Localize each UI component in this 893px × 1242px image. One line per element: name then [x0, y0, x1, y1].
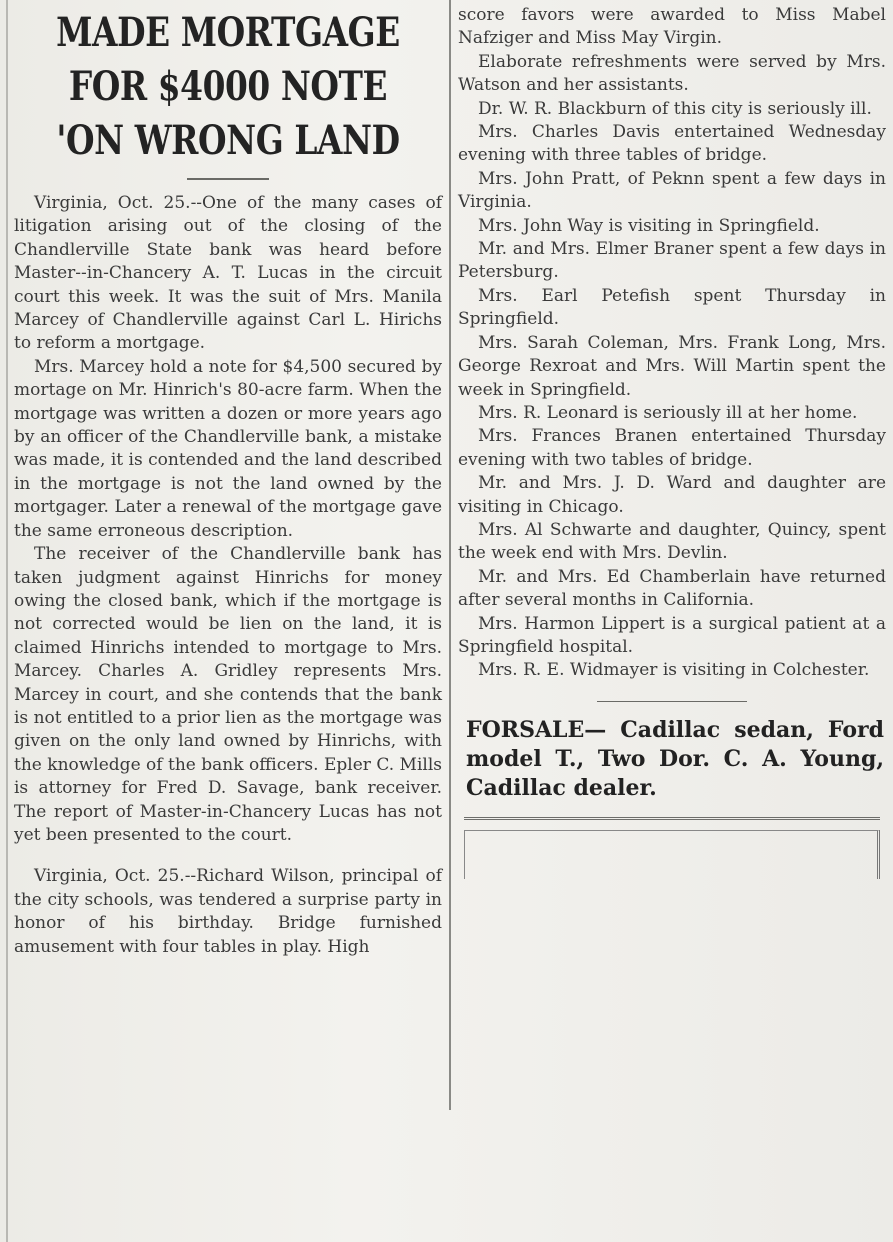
- news-item: Mrs. Earl Petefish spent Thursday in Springfield.: [458, 285, 886, 330]
- news-item: Mrs. Sarah Coleman, Mrs. Frank Long, Mrs. George Rexroat and Mrs. Will Martin spent the week in Springfield.: [458, 332, 886, 400]
- headline-line-2: FOR $4000 NOTE: [68, 63, 388, 110]
- news-item: Mrs. R. E. Widmayer is visiting in Colchester.: [478, 660, 870, 681]
- right-column: [458, 4, 886, 878]
- news-item: Mrs. John Way is visiting in Springfield.: [478, 215, 820, 236]
- classified-ad: FORSALE— Cadillac sedan, Ford model T., Two Dor. C. A. Young, Cadillac dealer.: [466, 717, 884, 802]
- article-gap: [14, 847, 442, 865]
- news-item: Mrs. R. Leonard is seriously ill at her home.: [478, 402, 858, 423]
- news-item: Mrs. John Pratt, of Peknn spent a few days in Virginia.: [458, 168, 886, 213]
- ad-border: [464, 817, 880, 878]
- column-rule: [449, 0, 451, 1110]
- ad-separator: [597, 701, 747, 703]
- news-item: Mrs. Harmon Lippert is a surgical patient at a Springfield hospital.: [458, 613, 886, 657]
- headline-block: [14, 6, 442, 168]
- headline-line-3: 'ON WRONG LAND: [56, 117, 400, 164]
- continued-paragraph: score favors were awarded to Miss Mabel Nafziger and Miss May Virgin.: [458, 5, 886, 49]
- headline-line-1: MADE MORTGAGE: [56, 9, 400, 56]
- article-paragraph: The receiver of the Chandlerville bank has taken judgment against Hinrichs for money owing the closed bank, which if the mortgage is not corrected would be lien on the land, it is claimed Hinrichs intended to mortgage to Mrs. Marcey. Charles A. Gridley represents Mrs. Marcey in court, and she contends that the bank is not entitled to a prior lien as the mortgage was given on the only land owned by Hinrichs, with the knowledge of the bank officers. Epler C. Mills is attorney for Fred D. Savage, bank receiver. The report of Master-in-Chancery Lucas has not yet been presented to the court.: [14, 544, 442, 845]
- article-paragraph: Virginia, Oct. 25.--One of the many cases of litigation arising out of the closing of the Chandlerville State bank was heard before Master--in-Chancery A. T. Lucas in the circuit court this week. It was the suit of Mrs. Manila Marcey of Chandlerville against Carl L. Hirichs to reform a mortgage.: [14, 193, 442, 354]
- headline-divider: [187, 178, 269, 180]
- news-item: Mr. and Mrs. J. D. Ward and daughter are visiting in Chicago.: [458, 473, 886, 517]
- news-item: Mrs. Charles Davis entertained Wednesday evening with three tables of bridge.: [458, 122, 886, 166]
- news-item: Mrs. Frances Branen entertained Thursday evening with two tables of bridge.: [458, 426, 886, 470]
- article-paragraph: Virginia, Oct. 25.--Richard Wilson, principal of the city schools, was tendered a surprise party in honor of his birthday. Bridge furnished amusement with four tables in play. High: [14, 866, 442, 957]
- news-item: Mrs. Al Schwarte and daughter, Quincy, spent the week end with Mrs. Devlin.: [458, 519, 886, 564]
- ad-border-inner: [464, 830, 880, 879]
- news-item: Dr. W. R. Blackburn of this city is seriously ill.: [478, 98, 872, 119]
- news-item: Elaborate refreshments were served by Mrs. Watson and her assistants.: [458, 51, 886, 96]
- news-item: Mr. and Mrs. Elmer Braner spent a few days in Petersburg.: [458, 239, 886, 283]
- article-paragraph: Mrs. Marcey hold a note for $4,500 secured by mortage on Mr. Hinrich's 80-acre farm. When the mortgage was written a dozen or more years ago by an officer of the Chandlerville bank, a mistake was made, it is contended and the land described in the mortgage is not the land owned by the mortgager. Later a renewal of the mortgage gave the same erroneous description.: [14, 356, 442, 541]
- news-item: Mr. and Mrs. Ed Chamberlain have returned after several months in California.: [458, 566, 886, 611]
- page-edge: [6, 0, 8, 1242]
- left-column: [14, 0, 442, 959]
